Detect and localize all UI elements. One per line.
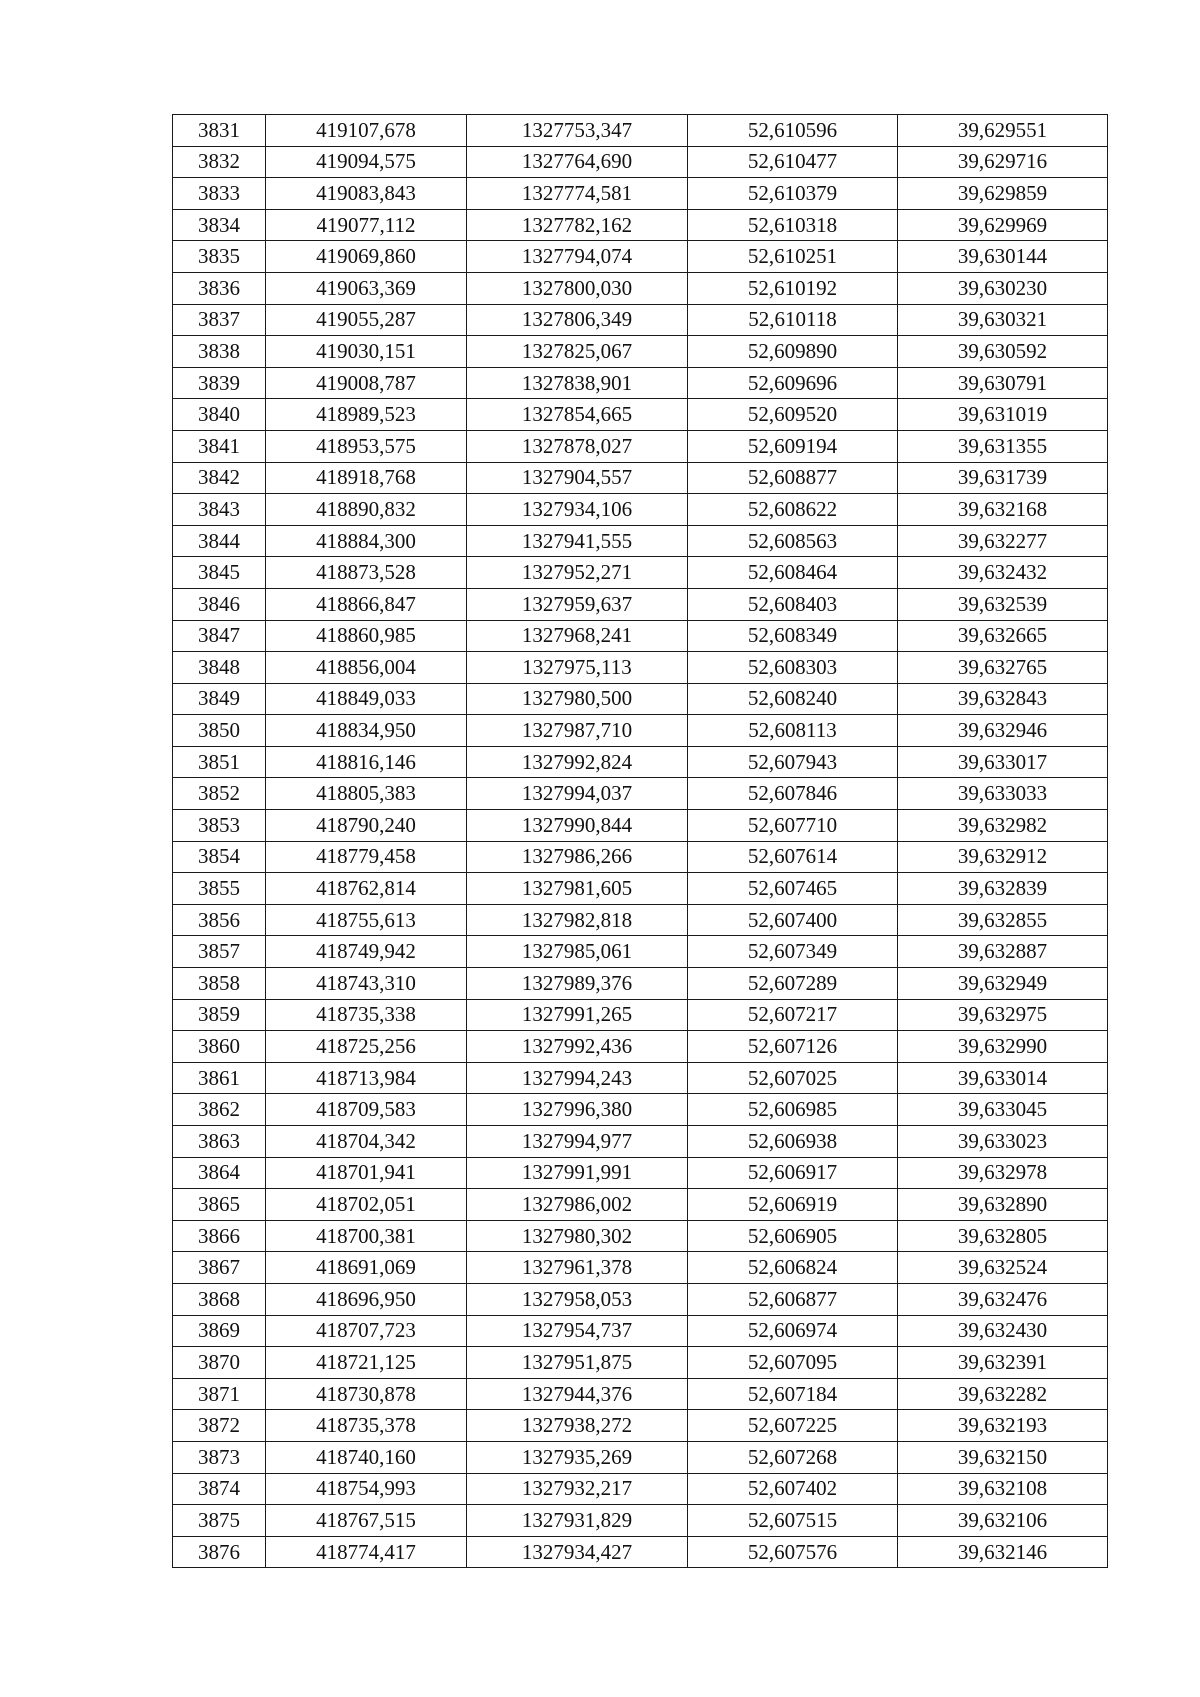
x-coordinate-cell: 418890,832 (266, 494, 467, 526)
point-number-cell: 3871 (173, 1378, 266, 1410)
point-number-cell: 3842 (173, 462, 266, 494)
y-coordinate-cell: 1327825,067 (467, 336, 688, 368)
y-coordinate-cell: 1327958,053 (467, 1283, 688, 1315)
point-number-cell: 3862 (173, 1094, 266, 1126)
latitude-cell: 52,607465 (688, 873, 898, 905)
x-coordinate-cell: 418989,523 (266, 399, 467, 431)
y-coordinate-cell: 1327987,710 (467, 715, 688, 747)
y-coordinate-cell: 1327951,875 (467, 1347, 688, 1379)
latitude-cell: 52,606917 (688, 1157, 898, 1189)
table-row (173, 1283, 1108, 1315)
point-number-cell: 3868 (173, 1283, 266, 1315)
x-coordinate-cell: 418704,342 (266, 1126, 467, 1158)
table-row (173, 1126, 1108, 1158)
point-number-cell: 3861 (173, 1062, 266, 1094)
longitude-cell: 39,632106 (898, 1505, 1108, 1537)
table-row (173, 304, 1108, 336)
latitude-cell: 52,607400 (688, 904, 898, 936)
point-number-cell: 3864 (173, 1157, 266, 1189)
point-number-cell: 3872 (173, 1410, 266, 1442)
table-row (173, 146, 1108, 178)
x-coordinate-cell: 418709,583 (266, 1094, 467, 1126)
longitude-cell: 39,632193 (898, 1410, 1108, 1442)
longitude-cell: 39,632978 (898, 1157, 1108, 1189)
latitude-cell: 52,610118 (688, 304, 898, 336)
y-coordinate-cell: 1327932,217 (467, 1473, 688, 1505)
y-coordinate-cell: 1327994,037 (467, 778, 688, 810)
point-number-cell: 3866 (173, 1220, 266, 1252)
y-coordinate-cell: 1327996,380 (467, 1094, 688, 1126)
table-row (173, 873, 1108, 905)
x-coordinate-cell: 418730,878 (266, 1378, 467, 1410)
y-coordinate-cell: 1327989,376 (467, 968, 688, 1000)
longitude-cell: 39,632430 (898, 1315, 1108, 1347)
point-number-cell: 3841 (173, 430, 266, 462)
point-number-cell: 3831 (173, 115, 266, 147)
table-row (173, 272, 1108, 304)
point-number-cell: 3849 (173, 683, 266, 715)
latitude-cell: 52,608877 (688, 462, 898, 494)
x-coordinate-cell: 419063,369 (266, 272, 467, 304)
latitude-cell: 52,609194 (688, 430, 898, 462)
latitude-cell: 52,610477 (688, 146, 898, 178)
y-coordinate-cell: 1327994,977 (467, 1126, 688, 1158)
longitude-cell: 39,630321 (898, 304, 1108, 336)
x-coordinate-cell: 418701,941 (266, 1157, 467, 1189)
table-row (173, 1473, 1108, 1505)
latitude-cell: 52,610596 (688, 115, 898, 147)
latitude-cell: 52,607515 (688, 1505, 898, 1537)
longitude-cell: 39,629551 (898, 115, 1108, 147)
longitude-cell: 39,630144 (898, 241, 1108, 273)
y-coordinate-cell: 1327961,378 (467, 1252, 688, 1284)
point-number-cell: 3848 (173, 652, 266, 684)
table-row (173, 1094, 1108, 1126)
table-row (173, 462, 1108, 494)
y-coordinate-cell: 1327986,266 (467, 841, 688, 873)
table-row (173, 525, 1108, 557)
y-coordinate-cell: 1327934,427 (467, 1536, 688, 1568)
point-number-cell: 3853 (173, 810, 266, 842)
latitude-cell: 52,607846 (688, 778, 898, 810)
point-number-cell: 3865 (173, 1189, 266, 1221)
latitude-cell: 52,608113 (688, 715, 898, 747)
latitude-cell: 52,607402 (688, 1473, 898, 1505)
longitude-cell: 39,632912 (898, 841, 1108, 873)
latitude-cell: 52,608622 (688, 494, 898, 526)
x-coordinate-cell: 418834,950 (266, 715, 467, 747)
point-number-cell: 3836 (173, 272, 266, 304)
point-number-cell: 3875 (173, 1505, 266, 1537)
longitude-cell: 39,633045 (898, 1094, 1108, 1126)
latitude-cell: 52,610379 (688, 178, 898, 210)
latitude-cell: 52,608563 (688, 525, 898, 557)
point-number-cell: 3846 (173, 588, 266, 620)
table-row (173, 746, 1108, 778)
latitude-cell: 52,607614 (688, 841, 898, 873)
x-coordinate-cell: 418755,613 (266, 904, 467, 936)
x-coordinate-cell: 418816,146 (266, 746, 467, 778)
longitude-cell: 39,630592 (898, 336, 1108, 368)
longitude-cell: 39,632150 (898, 1441, 1108, 1473)
point-number-cell: 3856 (173, 904, 266, 936)
latitude-cell: 52,609696 (688, 367, 898, 399)
point-number-cell: 3874 (173, 1473, 266, 1505)
y-coordinate-cell: 1327980,302 (467, 1220, 688, 1252)
x-coordinate-cell: 418754,993 (266, 1473, 467, 1505)
point-number-cell: 3834 (173, 209, 266, 241)
point-number-cell: 3854 (173, 841, 266, 873)
latitude-cell: 52,607126 (688, 1031, 898, 1063)
latitude-cell: 52,610251 (688, 241, 898, 273)
point-number-cell: 3845 (173, 557, 266, 589)
table-row (173, 1505, 1108, 1537)
x-coordinate-cell: 418740,160 (266, 1441, 467, 1473)
longitude-cell: 39,632990 (898, 1031, 1108, 1063)
y-coordinate-cell: 1327980,500 (467, 683, 688, 715)
x-coordinate-cell: 419077,112 (266, 209, 467, 241)
x-coordinate-cell: 418953,575 (266, 430, 467, 462)
latitude-cell: 52,607710 (688, 810, 898, 842)
y-coordinate-cell: 1327753,347 (467, 115, 688, 147)
point-number-cell: 3867 (173, 1252, 266, 1284)
table-row (173, 367, 1108, 399)
point-number-cell: 3847 (173, 620, 266, 652)
y-coordinate-cell: 1327878,027 (467, 430, 688, 462)
x-coordinate-cell: 418725,256 (266, 1031, 467, 1063)
table-row (173, 557, 1108, 589)
point-number-cell: 3852 (173, 778, 266, 810)
latitude-cell: 52,608240 (688, 683, 898, 715)
x-coordinate-cell: 418866,847 (266, 588, 467, 620)
table-row (173, 399, 1108, 431)
latitude-cell: 52,606919 (688, 1189, 898, 1221)
point-number-cell: 3833 (173, 178, 266, 210)
x-coordinate-cell: 418805,383 (266, 778, 467, 810)
longitude-cell: 39,632975 (898, 999, 1108, 1031)
point-number-cell: 3860 (173, 1031, 266, 1063)
latitude-cell: 52,606877 (688, 1283, 898, 1315)
x-coordinate-cell: 418779,458 (266, 841, 467, 873)
x-coordinate-cell: 418702,051 (266, 1189, 467, 1221)
point-number-cell: 3870 (173, 1347, 266, 1379)
longitude-cell: 39,630230 (898, 272, 1108, 304)
latitude-cell: 52,610318 (688, 209, 898, 241)
longitude-cell: 39,633033 (898, 778, 1108, 810)
x-coordinate-cell: 418856,004 (266, 652, 467, 684)
longitude-cell: 39,629716 (898, 146, 1108, 178)
x-coordinate-cell: 419107,678 (266, 115, 467, 147)
point-number-cell: 3851 (173, 746, 266, 778)
table-row (173, 1315, 1108, 1347)
x-coordinate-cell: 418743,310 (266, 968, 467, 1000)
longitude-cell: 39,633017 (898, 746, 1108, 778)
longitude-cell: 39,631019 (898, 399, 1108, 431)
x-coordinate-cell: 419008,787 (266, 367, 467, 399)
table-row (173, 778, 1108, 810)
y-coordinate-cell: 1327952,271 (467, 557, 688, 589)
y-coordinate-cell: 1327800,030 (467, 272, 688, 304)
x-coordinate-cell: 419030,151 (266, 336, 467, 368)
longitude-cell: 39,631739 (898, 462, 1108, 494)
x-coordinate-cell: 419083,843 (266, 178, 467, 210)
latitude-cell: 52,607225 (688, 1410, 898, 1442)
latitude-cell: 52,609890 (688, 336, 898, 368)
longitude-cell: 39,632282 (898, 1378, 1108, 1410)
latitude-cell: 52,609520 (688, 399, 898, 431)
longitude-cell: 39,631355 (898, 430, 1108, 462)
longitude-cell: 39,632949 (898, 968, 1108, 1000)
longitude-cell: 39,629969 (898, 209, 1108, 241)
x-coordinate-cell: 418918,768 (266, 462, 467, 494)
latitude-cell: 52,607576 (688, 1536, 898, 1568)
table-row (173, 652, 1108, 684)
x-coordinate-cell: 418884,300 (266, 525, 467, 557)
table-row (173, 1189, 1108, 1221)
y-coordinate-cell: 1327904,557 (467, 462, 688, 494)
y-coordinate-cell: 1327938,272 (467, 1410, 688, 1442)
longitude-cell: 39,633023 (898, 1126, 1108, 1158)
longitude-cell: 39,632805 (898, 1220, 1108, 1252)
point-number-cell: 3858 (173, 968, 266, 1000)
table-row (173, 1031, 1108, 1063)
latitude-cell: 52,606905 (688, 1220, 898, 1252)
longitude-cell: 39,632391 (898, 1347, 1108, 1379)
point-number-cell: 3837 (173, 304, 266, 336)
y-coordinate-cell: 1327854,665 (467, 399, 688, 431)
y-coordinate-cell: 1327994,243 (467, 1062, 688, 1094)
longitude-cell: 39,632108 (898, 1473, 1108, 1505)
table-row (173, 430, 1108, 462)
point-number-cell: 3839 (173, 367, 266, 399)
point-number-cell: 3832 (173, 146, 266, 178)
point-number-cell: 3863 (173, 1126, 266, 1158)
y-coordinate-cell: 1327981,605 (467, 873, 688, 905)
x-coordinate-cell: 418721,125 (266, 1347, 467, 1379)
point-number-cell: 3844 (173, 525, 266, 557)
x-coordinate-cell: 419094,575 (266, 146, 467, 178)
longitude-cell: 39,632277 (898, 525, 1108, 557)
table-row (173, 810, 1108, 842)
longitude-cell: 39,632843 (898, 683, 1108, 715)
y-coordinate-cell: 1327986,002 (467, 1189, 688, 1221)
y-coordinate-cell: 1327959,637 (467, 588, 688, 620)
table-row (173, 936, 1108, 968)
longitude-cell: 39,632539 (898, 588, 1108, 620)
latitude-cell: 52,607025 (688, 1062, 898, 1094)
table-row (173, 209, 1108, 241)
longitude-cell: 39,632982 (898, 810, 1108, 842)
x-coordinate-cell: 418762,814 (266, 873, 467, 905)
latitude-cell: 52,607943 (688, 746, 898, 778)
longitude-cell: 39,632665 (898, 620, 1108, 652)
x-coordinate-cell: 419055,287 (266, 304, 467, 336)
y-coordinate-cell: 1327954,737 (467, 1315, 688, 1347)
table-row (173, 1220, 1108, 1252)
x-coordinate-cell: 418707,723 (266, 1315, 467, 1347)
x-coordinate-cell: 419069,860 (266, 241, 467, 273)
point-number-cell: 3859 (173, 999, 266, 1031)
latitude-cell: 52,607289 (688, 968, 898, 1000)
table-row (173, 620, 1108, 652)
latitude-cell: 52,607184 (688, 1378, 898, 1410)
table-row (173, 841, 1108, 873)
x-coordinate-cell: 418774,417 (266, 1536, 467, 1568)
y-coordinate-cell: 1327991,991 (467, 1157, 688, 1189)
latitude-cell: 52,608349 (688, 620, 898, 652)
table-row (173, 1157, 1108, 1189)
table-row (173, 588, 1108, 620)
y-coordinate-cell: 1327806,349 (467, 304, 688, 336)
longitude-cell: 39,629859 (898, 178, 1108, 210)
y-coordinate-cell: 1327935,269 (467, 1441, 688, 1473)
table-row (173, 1347, 1108, 1379)
latitude-cell: 52,607095 (688, 1347, 898, 1379)
longitude-cell: 39,630791 (898, 367, 1108, 399)
coordinates-table (172, 114, 1108, 1568)
latitude-cell: 52,607268 (688, 1441, 898, 1473)
longitude-cell: 39,632168 (898, 494, 1108, 526)
point-number-cell: 3873 (173, 1441, 266, 1473)
x-coordinate-cell: 418790,240 (266, 810, 467, 842)
table-row (173, 241, 1108, 273)
y-coordinate-cell: 1327774,581 (467, 178, 688, 210)
y-coordinate-cell: 1327992,436 (467, 1031, 688, 1063)
point-number-cell: 3843 (173, 494, 266, 526)
table-row (173, 1252, 1108, 1284)
table-row (173, 1441, 1108, 1473)
x-coordinate-cell: 418691,069 (266, 1252, 467, 1284)
longitude-cell: 39,632887 (898, 936, 1108, 968)
x-coordinate-cell: 418735,378 (266, 1410, 467, 1442)
point-number-cell: 3840 (173, 399, 266, 431)
x-coordinate-cell: 418767,515 (266, 1505, 467, 1537)
y-coordinate-cell: 1327975,113 (467, 652, 688, 684)
table-row (173, 1536, 1108, 1568)
y-coordinate-cell: 1327985,061 (467, 936, 688, 968)
longitude-cell: 39,632855 (898, 904, 1108, 936)
longitude-cell: 39,632146 (898, 1536, 1108, 1568)
latitude-cell: 52,608403 (688, 588, 898, 620)
longitude-cell: 39,633014 (898, 1062, 1108, 1094)
table-row (173, 115, 1108, 147)
point-number-cell: 3869 (173, 1315, 266, 1347)
table-row (173, 1062, 1108, 1094)
table-row (173, 904, 1108, 936)
latitude-cell: 52,606938 (688, 1126, 898, 1158)
y-coordinate-cell: 1327794,074 (467, 241, 688, 273)
y-coordinate-cell: 1327764,690 (467, 146, 688, 178)
x-coordinate-cell: 418849,033 (266, 683, 467, 715)
latitude-cell: 52,606824 (688, 1252, 898, 1284)
latitude-cell: 52,608303 (688, 652, 898, 684)
table-row (173, 1378, 1108, 1410)
longitude-cell: 39,632890 (898, 1189, 1108, 1221)
x-coordinate-cell: 418873,528 (266, 557, 467, 589)
latitude-cell: 52,608464 (688, 557, 898, 589)
y-coordinate-cell: 1327931,829 (467, 1505, 688, 1537)
coordinates-table-body (173, 115, 1108, 1568)
y-coordinate-cell: 1327990,844 (467, 810, 688, 842)
table-row (173, 683, 1108, 715)
y-coordinate-cell: 1327991,265 (467, 999, 688, 1031)
x-coordinate-cell: 418735,338 (266, 999, 467, 1031)
table-row (173, 1410, 1108, 1442)
table-row (173, 178, 1108, 210)
longitude-cell: 39,632476 (898, 1283, 1108, 1315)
point-number-cell: 3835 (173, 241, 266, 273)
longitude-cell: 39,632432 (898, 557, 1108, 589)
point-number-cell: 3857 (173, 936, 266, 968)
y-coordinate-cell: 1327838,901 (467, 367, 688, 399)
x-coordinate-cell: 418700,381 (266, 1220, 467, 1252)
table-row (173, 336, 1108, 368)
longitude-cell: 39,632946 (898, 715, 1108, 747)
latitude-cell: 52,607349 (688, 936, 898, 968)
point-number-cell: 3876 (173, 1536, 266, 1568)
y-coordinate-cell: 1327782,162 (467, 209, 688, 241)
longitude-cell: 39,632524 (898, 1252, 1108, 1284)
y-coordinate-cell: 1327992,824 (467, 746, 688, 778)
latitude-cell: 52,606974 (688, 1315, 898, 1347)
x-coordinate-cell: 418749,942 (266, 936, 467, 968)
latitude-cell: 52,607217 (688, 999, 898, 1031)
table-row (173, 999, 1108, 1031)
latitude-cell: 52,606985 (688, 1094, 898, 1126)
x-coordinate-cell: 418860,985 (266, 620, 467, 652)
y-coordinate-cell: 1327982,818 (467, 904, 688, 936)
y-coordinate-cell: 1327944,376 (467, 1378, 688, 1410)
table-row (173, 494, 1108, 526)
table-row (173, 968, 1108, 1000)
x-coordinate-cell: 418713,984 (266, 1062, 467, 1094)
latitude-cell: 52,610192 (688, 272, 898, 304)
y-coordinate-cell: 1327934,106 (467, 494, 688, 526)
point-number-cell: 3855 (173, 873, 266, 905)
table-row (173, 715, 1108, 747)
y-coordinate-cell: 1327968,241 (467, 620, 688, 652)
longitude-cell: 39,632765 (898, 652, 1108, 684)
y-coordinate-cell: 1327941,555 (467, 525, 688, 557)
point-number-cell: 3850 (173, 715, 266, 747)
longitude-cell: 39,632839 (898, 873, 1108, 905)
x-coordinate-cell: 418696,950 (266, 1283, 467, 1315)
point-number-cell: 3838 (173, 336, 266, 368)
